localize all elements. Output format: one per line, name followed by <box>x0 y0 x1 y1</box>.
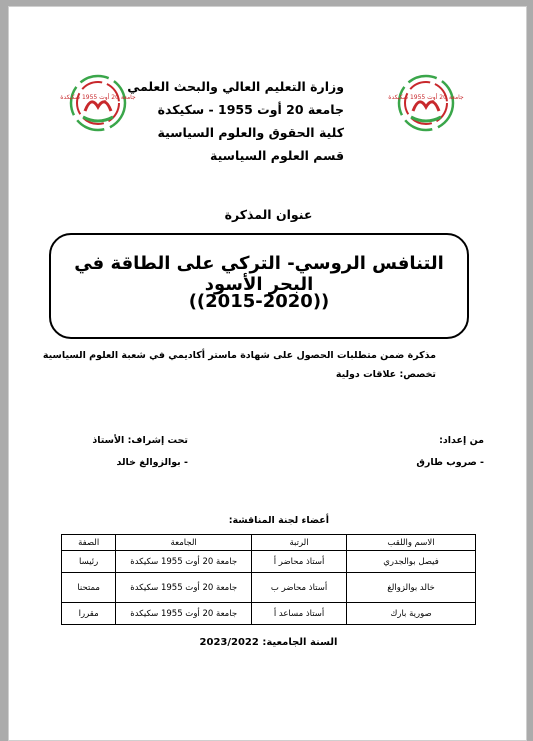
jury-university: جامعة 20 أوت 1955 سكيكدة <box>116 603 252 625</box>
jury-name: صورية بارك <box>347 603 476 625</box>
jury-label: أعضاء لجنة المناقشة: <box>228 515 329 526</box>
university-name: جامعة 20 أوت 1955 - سكيكدة <box>157 102 344 117</box>
jury-university: جامعة 20 أوت 1955 سكيكدة <box>116 573 252 603</box>
logo-lettering: جامعة 20 أوت 1955 سكيكدة <box>388 94 464 101</box>
prepared-by-label: من إعداد: <box>439 435 484 446</box>
jury-rank: أستاذ مساعد أ <box>252 603 347 625</box>
table-header-row <box>62 535 476 551</box>
table-row <box>62 603 476 625</box>
university-logo-left <box>60 73 136 133</box>
jury-name: فيصل بوالجدري <box>347 551 476 573</box>
faculty-name: كلية الحقوق والعلوم السياسية <box>157 125 344 140</box>
thesis-title: التنافس الروسي- التركي على الطاقة في البحر الأسود <box>74 253 444 295</box>
supervisor-name: - بوالزوالغ خالد <box>116 457 188 468</box>
document-page <box>8 6 527 741</box>
department-name: قسم العلوم السياسية <box>209 148 344 163</box>
column-header: الاسم واللقب <box>347 535 476 551</box>
jury-role: ممتحنا <box>62 573 116 603</box>
table-row <box>62 551 476 573</box>
table-row <box>62 573 476 603</box>
jury-role: رئيسا <box>62 551 116 573</box>
jury-rank: أستاذ محاضر ب <box>252 573 347 603</box>
student-name: - صروب طارق <box>416 457 484 468</box>
jury-name: خالد بوالزوالغ <box>347 573 476 603</box>
logo-lettering: جامعة 20 أوت 1955 سكيكدة <box>60 94 136 101</box>
jury-table <box>61 534 476 625</box>
university-logo-right <box>388 73 464 133</box>
thesis-description: مذكرة ضمن متطلبات الحصول على شهادة ماستر أكاديمي في شعبة العلوم السياسية <box>42 350 436 361</box>
thesis-title-years: ((2015-2020)) <box>188 291 330 312</box>
column-header: الجامعة <box>116 535 252 551</box>
academic-year: السنة الجامعية: 2023/2022 <box>199 637 338 648</box>
jury-role: مقررا <box>62 603 116 625</box>
column-header: الرتبة <box>252 535 347 551</box>
thesis-title-box <box>49 233 469 339</box>
supervisor-label: تحت إشراف: الأستاذ <box>92 435 188 446</box>
ministry-name: وزارة التعليم العالي والبحث العلمي <box>127 79 344 94</box>
title-label: عنوان المذكرة <box>224 207 313 222</box>
jury-rank: أستاذ محاضر أ <box>252 551 347 573</box>
institution-header <box>127 75 344 167</box>
jury-university: جامعة 20 أوت 1955 سكيكدة <box>116 551 252 573</box>
column-header: الصفة <box>62 535 116 551</box>
specialty: تخصص: علاقات دولية <box>335 369 436 380</box>
